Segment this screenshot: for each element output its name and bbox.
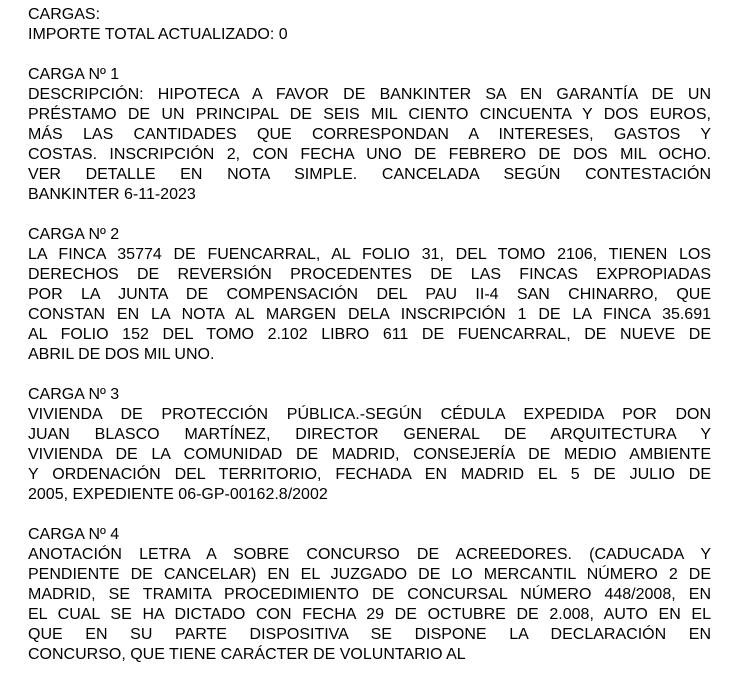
text-line: CONSTAN EN LA NOTA AL MARGEN DELA INSCRIPCIÓN 1 DE LA FINCA 35.691	[28, 306, 711, 323]
carga-header: CARGA Nº 3	[28, 386, 120, 403]
text-line: DERECHOS DE REVERSIÓN PROCEDENTES DE LAS FINCAS EXPROPIADAS	[28, 266, 711, 283]
text-line: MADRID, SE TRAMITA PROCEDIMIENTO DE CONCURSAL NÚMERO 448/2008, EN	[28, 586, 711, 603]
text-line: VIVIENDA DE PROTECCIÓN PÚBLICA.-SEGÚN CÉDULA EXPEDIDA POR DON	[28, 406, 711, 423]
text-line: PRÉSTAMO DE UN PRINCIPAL DE SEIS MIL CIENTO CINCUENTA Y DOS EUROS,	[28, 106, 711, 123]
text-line: QUE EN SU PARTE DISPOSITIVA SE DISPONE LA DECLARACIÓN EN	[28, 626, 711, 643]
text-line: Y ORDENACIÓN DEL TERRITORIO, FECHADA EN MADRID EL 5 DE JULIO DE	[28, 466, 711, 483]
text-line: MÁS LAS CANTIDADES QUE CORRESPONDAN A INTERESES, GASTOS Y	[28, 126, 711, 143]
text-line: PENDIENTE DE CANCELAR) EN EL JUZGADO DE LO MERCANTIL NÚMERO 2 DE	[28, 566, 711, 583]
text-line: AL FOLIO 152 DEL TOMO 2.102 LIBRO 611 DE FUENCARRAL, DE NUEVE DE	[28, 326, 711, 343]
text-line: DESCRIPCIÓN: HIPOTECA A FAVOR DE BANKINTER SA EN GARANTÍA DE UN	[28, 86, 711, 103]
text-line: BANKINTER 6-11-2023	[28, 186, 196, 203]
text-line: EL CUAL SE HA DICTADO CON FECHA 29 DE OCTUBRE DE 2.008, AUTO EN EL	[28, 606, 711, 623]
text-line: CONCURSO, QUE TIENE CARÁCTER DE VOLUNTARIO AL	[28, 646, 466, 663]
carga-section	[28, 65, 711, 205]
carga-header: CARGA Nº 4	[28, 526, 120, 543]
intro-block	[28, 5, 711, 45]
intro-line: CARGAS:	[28, 6, 101, 23]
text-line: 2005, EXPEDIENTE 06-GP-00162.8/2002	[28, 486, 328, 503]
text-line: JUAN BLASCO MARTÍNEZ, DIRECTOR GENERAL DE ARQUITECTURA Y	[28, 426, 711, 443]
intro-line: IMPORTE TOTAL ACTUALIZADO: 0	[28, 26, 288, 43]
text-line: ABRIL DE DOS MIL UNO.	[28, 346, 215, 363]
text-line: LA FINCA 35774 DE FUENCARRAL, AL FOLIO 31, DEL TOMO 2106, TIENEN LOS	[28, 246, 711, 263]
carga-section	[28, 225, 711, 365]
carga-section	[28, 525, 711, 665]
text-line: ANOTACIÓN LETRA A SOBRE CONCURSO DE ACREEDORES. (CADUCADA Y	[28, 546, 711, 563]
text-line: POR LA JUNTA DE COMPENSACIÓN DEL PAU II-4 SAN CHINARRO, QUE	[28, 286, 711, 303]
carga-header: CARGA Nº 2	[28, 226, 120, 243]
text-line: VIVIENDA DE LA COMUNIDAD DE MADRID, CONSEJERÍA DE MEDIO AMBIENTE	[28, 446, 711, 463]
text-line: VER DETALLE EN NOTA SIMPLE. CANCELADA SEGÚN CONTESTACIÓN	[28, 166, 711, 183]
carga-section	[28, 385, 711, 505]
cargas-sections	[28, 65, 711, 665]
text-line: COSTAS. INSCRIPCIÓN 2, CON FECHA UNO DE FEBRERO DE DOS MIL OCHO.	[28, 146, 711, 163]
carga-header: CARGA Nº 1	[28, 66, 120, 83]
